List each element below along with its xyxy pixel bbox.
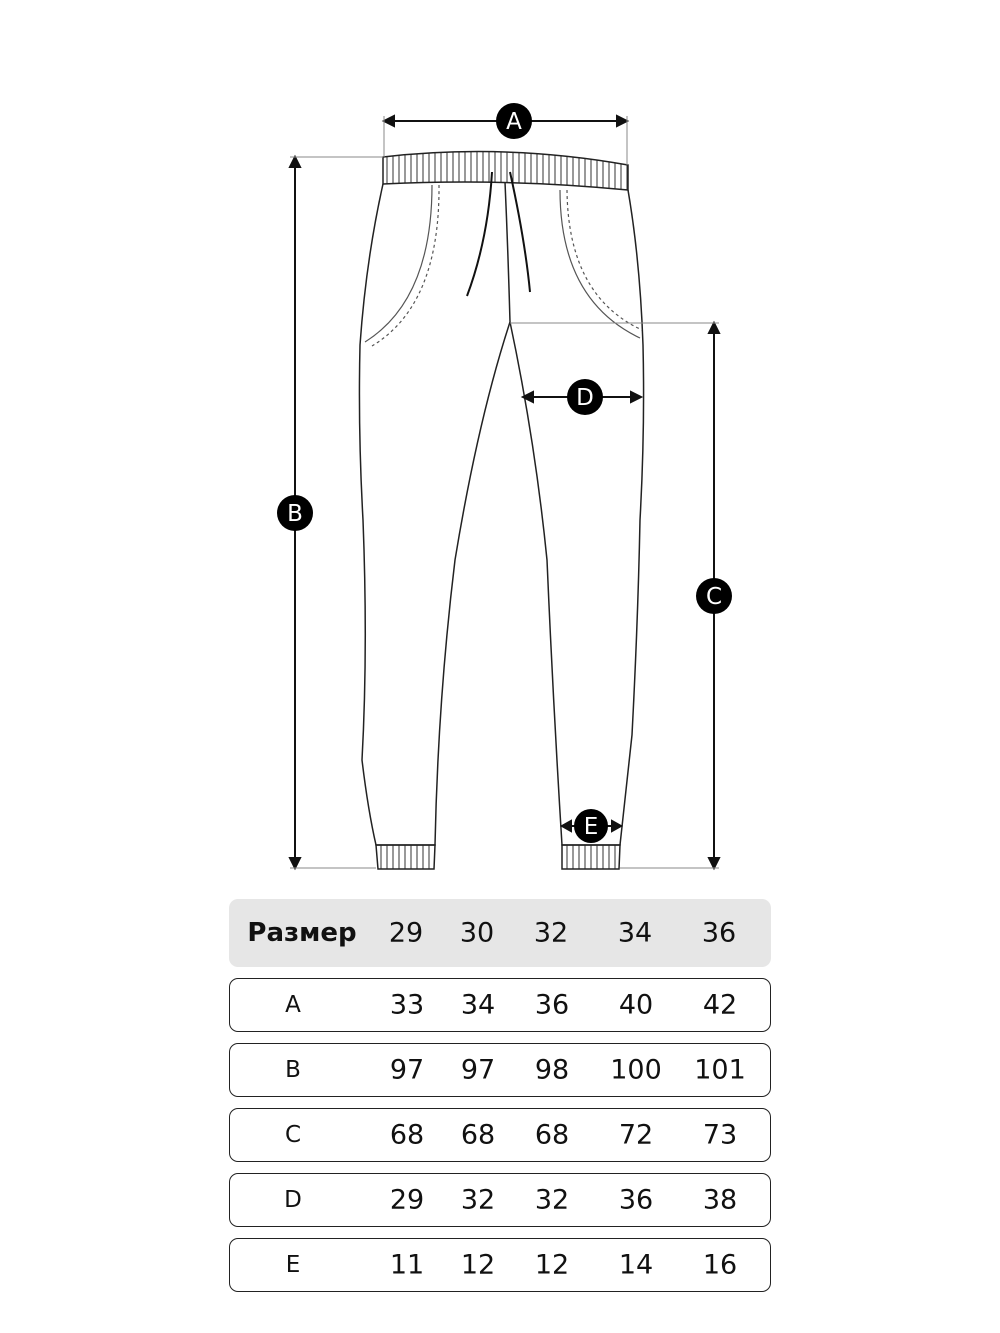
table-cell: 68 <box>460 1119 496 1151</box>
marker-e-label: E <box>583 814 599 840</box>
marker-b-label: B <box>287 501 303 527</box>
left-leg <box>359 182 510 845</box>
table-cell: 72 <box>618 1119 654 1151</box>
marker-d <box>567 379 603 415</box>
table-cell: 34 <box>460 989 496 1021</box>
table-cell: 11 <box>389 1249 425 1281</box>
header-size: 36 <box>701 917 737 949</box>
table-row <box>229 1043 771 1097</box>
table-cell: 36 <box>534 989 570 1021</box>
marker-c <box>696 578 732 614</box>
table-cell: 16 <box>702 1249 738 1281</box>
table-cell: 32 <box>460 1184 496 1216</box>
row-label: A <box>285 992 301 1018</box>
table-cell: 101 <box>694 1054 746 1086</box>
table-cell: 38 <box>702 1184 738 1216</box>
row-label: B <box>285 1057 301 1083</box>
table-cell: 33 <box>389 989 425 1021</box>
table-row <box>229 978 771 1032</box>
table-cell: 40 <box>618 989 654 1021</box>
table-cell: 42 <box>702 989 738 1021</box>
table-cell: 100 <box>610 1054 662 1086</box>
table-cell: 97 <box>389 1054 425 1086</box>
header-size: 29 <box>388 917 424 949</box>
header-size: 30 <box>459 917 495 949</box>
table-cell: 98 <box>534 1054 570 1086</box>
size-table <box>229 899 771 1303</box>
table-cell: 68 <box>534 1119 570 1151</box>
header-size: 32 <box>533 917 569 949</box>
table-row <box>229 1238 771 1292</box>
table-cell: 12 <box>460 1249 496 1281</box>
row-label: E <box>285 1252 301 1278</box>
table-cell: 68 <box>389 1119 425 1151</box>
table-cell: 12 <box>534 1249 570 1281</box>
row-label: D <box>284 1187 302 1213</box>
pants-outline <box>359 152 643 869</box>
table-row <box>229 1173 771 1227</box>
table-cell: 29 <box>389 1184 425 1216</box>
left-cuff <box>376 845 435 869</box>
pockets <box>365 185 642 346</box>
drawstrings <box>467 172 530 296</box>
header-size: 34 <box>617 917 653 949</box>
marker-b <box>277 495 313 531</box>
table-cell: 36 <box>618 1184 654 1216</box>
table-cell: 32 <box>534 1184 570 1216</box>
marker-a <box>496 103 532 139</box>
right-cuff <box>562 845 620 869</box>
table-cell: 14 <box>618 1249 654 1281</box>
table-cell: 97 <box>460 1054 496 1086</box>
marker-d-label: D <box>576 385 594 411</box>
marker-e <box>574 809 608 843</box>
header-label: Размер <box>247 918 357 948</box>
table-cell: 73 <box>702 1119 738 1151</box>
dimension-lines <box>290 116 719 868</box>
row-label: C <box>284 1122 302 1148</box>
size-table-header <box>229 899 771 967</box>
marker-a-label: A <box>506 109 522 135</box>
table-row <box>229 1108 771 1162</box>
marker-c-label: C <box>705 584 723 610</box>
